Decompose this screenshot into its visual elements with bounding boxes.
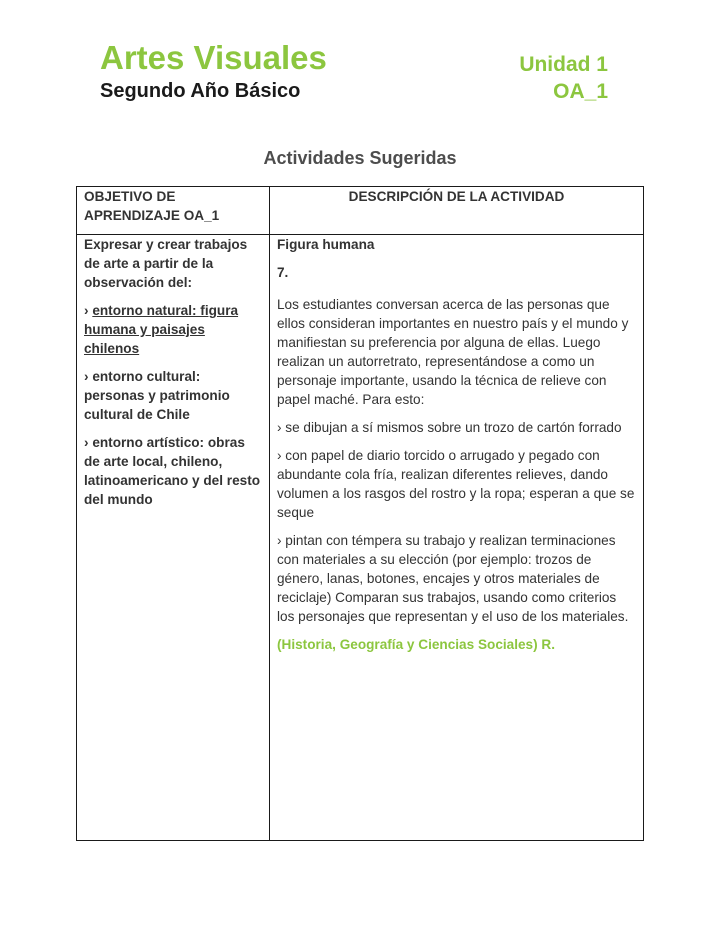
table-header-row: [77, 187, 644, 235]
oa-label: OA_1: [553, 80, 608, 103]
activity-step-1: › se dibujan a sí mismos sobre un trozo de cartón forrado: [277, 420, 622, 435]
section-heading: Actividades Sugeridas: [263, 148, 457, 168]
header-description: DESCRIPCIÓN DE LA ACTIVIDAD: [270, 187, 644, 235]
objective-item-text: entorno cultural: personas y patrimonio cultural de Chile: [84, 369, 230, 422]
description-cell: [270, 235, 644, 841]
objective-item-cultural: [84, 367, 262, 424]
objective-item-artistic: [84, 433, 262, 509]
activity-number: 7.: [277, 265, 289, 280]
bullet-marker: ›: [84, 369, 89, 384]
header-objective: OBJETIVO DE APRENDIZAJE OA_1: [77, 187, 270, 235]
objective-cell: [77, 235, 270, 841]
objective-item-natural: [84, 301, 262, 358]
bullet-marker: ›: [84, 303, 89, 318]
activity-step-2: › con papel de diario torcido o arrugado y pegado con abundante cola fría, realizan diferentes relieves, dando volumen a los rasgos del rostro y la ropa; esperan a que se seque: [277, 448, 635, 520]
activity-title: Figura humana: [277, 237, 375, 252]
activity-description: Los estudiantes conversan acerca de las personas que ellos consideran importantes en nuestro país y el mundo y manifiestan su preferencia por alguna de ellas. Luego realizan un autorretrato, representándose a como un personaje importante, usando la técnica de relieve con papel maché. Para esto:: [277, 297, 629, 407]
bullet-marker: ›: [84, 435, 89, 450]
objective-intro: Expresar y crear trabajos de arte a partir de la observación del:: [84, 237, 248, 290]
activity-table: [76, 186, 644, 841]
objective-item-text: entorno artístico: obras de arte local, chileno, latinoamericano y del resto del mundo: [84, 435, 261, 507]
objective-item-text: entorno natural: figura humana y paisajes chilenos: [84, 303, 239, 356]
unit-label: Unidad 1: [519, 53, 608, 76]
curriculum-reference: (Historia, Geografía y Ciencias Sociales) R.: [277, 637, 556, 652]
activity-step-3: › pintan con témpera su trabajo y realizan terminaciones con materiales a su elección (por ejemplo: trozos de género, lanas, botones, encajes y otros materiales de reciclaje) Comparan sus trabajos, usando como criterios los personajes que representan y el uso de los materiales.: [277, 533, 629, 624]
grade-subtitle: Segundo Año Básico: [100, 80, 301, 102]
table-body-row: [77, 235, 644, 841]
page-title: Artes Visuales: [100, 39, 327, 76]
